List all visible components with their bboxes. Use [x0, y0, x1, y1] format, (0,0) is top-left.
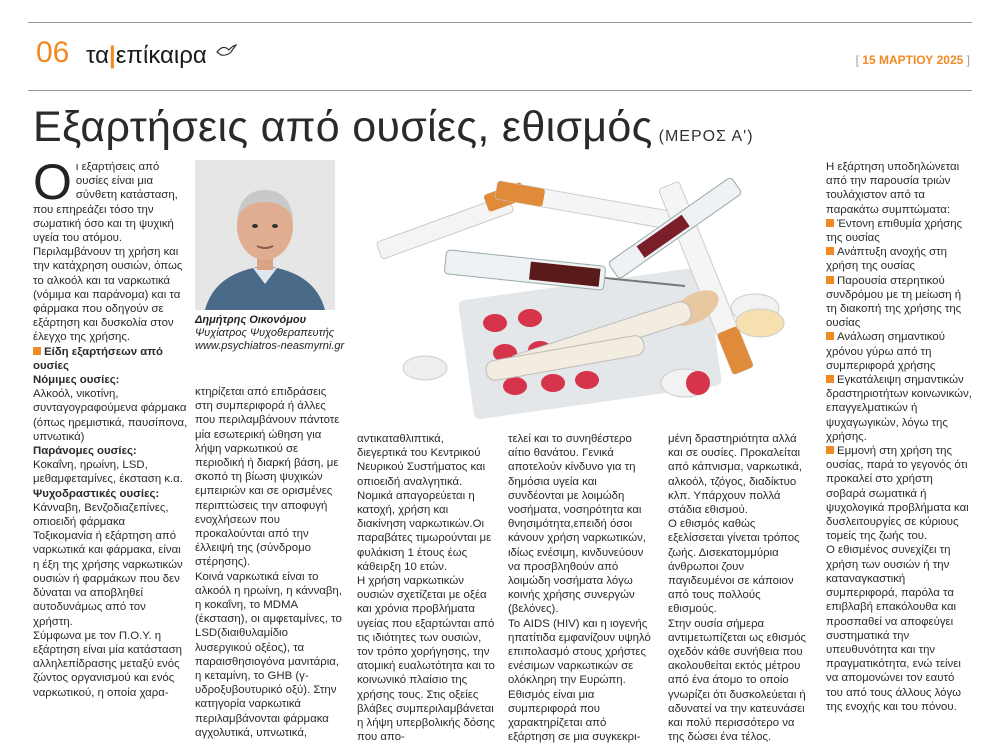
symptom-item: Ανάλωση σημαντικού χρόνου γύρω από τη συμπεριφορά χρήσης: [826, 331, 945, 372]
author-role: Ψυχίατρος Ψυχοθεραπευτής: [195, 327, 335, 339]
paragraph: αντικαταθλιπτικά, διεγερτικά του Κεντρικού Νευρικού Συστήματος και οπιοειδή αναλγητικά. Νομικά απαγορεύεται η κατοχή, χρήση και διακίνηση ναρκωτικών.Οι παραβάτες τιμωρούνται με φυλάκιση 1 έτους έως κάθειρξη 10 ετών. Η χρήση ναρκωτικών ουσιών σχετίζεται με οξέα και χρόνια προβλήματα υγείας που εξαρτώνται από τις ιδιότητες των ουσιών, τον τρόπο χορήγησης, την ατομική ευαλωτότητα και το κοινωνικό πλαίσιο της χρήσης τους. Στις οξείες βλάβες συμπεριλαμβάνεται η λήψη υπερβολικής δόσης που απο-: [357, 433, 495, 744]
dropcap: Ο: [33, 154, 72, 210]
column-3: [357, 432, 497, 744]
author-name: Δημήτρης Οικονόμου: [195, 314, 307, 326]
legal-label: Νόμιμες ουσίες:: [33, 374, 120, 387]
paragraph: Η εξάρτηση υποδηλώνεται από την παρουσία τριών τουλάχιστον από τα παρακάτω συμπτώματα:: [826, 161, 960, 216]
article-part: (ΜΕΡΟΣ Α'): [658, 128, 754, 145]
bullet-square: [826, 276, 834, 284]
paragraph: Τοξικομανία ή εξάρτηση από ναρκωτικά και φάρμακα, είναι η έξη της χρήσης ναρκωτικών ουσιών ή φαρμάκων που δεν δύναται να αποβληθεί αυτοδυνάμως από τον χρήστη.: [33, 530, 183, 628]
psycho-text: Κάνναβη, Βενζοδιαζεπίνες, οπιοειδή φάρμακα: [33, 501, 169, 529]
psycho-label: Ψυχοδραστικές ουσίες:: [33, 487, 160, 500]
paragraph: Σύμφωνα με τον Π.Ο.Υ. η εξάρτηση είναι μία κατάσταση αλληλεπίδρασης μεταξύ ενός ζώντος οργανισμού και ενός ναρκωτικού, η οποία χαρα-: [33, 629, 182, 699]
header-top-rule: [28, 22, 972, 23]
column-1: [33, 154, 188, 700]
paragraph: κτηρίζεται από επιδράσεις στη συμπεριφορά ή άλλες που περιλαμβάνουν πάντοτε μία εσωτερική ώθηση για λήψη ναρκωτικού σε περιοδική ή διαρκή βάση, με σκοπό τη βίωση ψυχικών εμπειριών και σε ορισμένες περιπτώσεις την αποφυγή ενοχλήσεων που προκαλούνται από την έλλειψή της (σύνδρομο στέρησης). Κοινά ναρκωτικά είναι το αλκοόλ η ηρωίνη, η κάνναβη, η κοκαΐνη, το MDMA (έκσταση), οι αμφεταμίνες, το LSD(διαιθυλαμίδιο λυσεργικού οξέος), τα παραισθησιογόνα μανιτάρια, η κεταμίνη, το GHB (γ-υδροξυβουτυρικό οξύ). Στην κατηγορία ναρκωτικά περιλαμβάνονται φάρμακα αγχολυτικά, υπνωτικά,: [195, 386, 342, 739]
paragraph: τελεί και το συνηθέστερο αίτιο θανάτου. Γενικά αποτελούν κίνδυνο για τη δημόσια υγεία και συνδέονται με λοιμώδη νοσήματα, νοσηρότητα και θνησιμότητα,επειδή όσοι κάνουν χρήση ναρκωτικών, ιδίως ενέσιμη, κινδυνεύουν να προσβληθούν από λοιμώδη νοσήματα λόγω κοινής χρήσης συνεργών (βελόνες). Το AIDS (HIV) και η ιογενής ηπατίτιδα εμφανίζουν υψηλό επιπολασμό στους χρήστες ενέσιμων ναρκωτικών σε ολόκληρη την Ευρώπη. Εθισμός είναι μια συμπεριφορά που χαρακτηρίζεται από εξάρτηση σε μια συγκεκρι-: [508, 433, 651, 744]
author-website: www.psychiatros-neasmyrni.gr: [195, 340, 345, 352]
symptom-item: Εμμονή στη χρήση της ουσίας, παρά το γεγονός ότι προκαλεί στο χρήστη σοβαρά σωματικά ή ψυχολογικά προβλήματα και δυσλειτουργίες σε κύριους τομείς της ζωής του.: [826, 445, 969, 543]
bullet-square: [826, 247, 834, 255]
column-2: [195, 385, 345, 740]
intro-text: ι εξαρτήσεις από ουσίες είναι μια σύνθετη κατάσταση, που επηρεάζει τόσο την σωματική όσο και τη ψυχική υγεία του ατόμου. Περιλαμβάνουν τη χρήση και την κατάχρηση ουσιών, όπως το αλκοόλ και τα ναρκωτικά (νόμιμα και παράνομα) και τα φάρμακα που οδηγούν σε εξάρτηση και δυσκολία στον έλεγχο της χρήσης.: [33, 161, 183, 344]
symptom-item: Παρουσία στερητικού συνδρόμου με τη μείωση ή τη διακοπή της χρήσης της ουσίας: [826, 274, 962, 330]
bird-logo-icon: [215, 42, 237, 58]
subheading: Είδη εξαρτήσεων από ουσίες: [33, 345, 163, 372]
bullet-square: [826, 446, 834, 454]
symptom-item: Εγκατάλειψη σημαντικών δραστηριοτήτων κοινωνικών, επαγγελματικών ή ψυχαγωγικών, λόγω της χρήσης.: [826, 374, 972, 443]
article-title: Εξαρτήσεις από ουσίες, εθισμός (ΜΕΡΟΣ Α'): [33, 103, 754, 151]
symptom-item: Έντονη επιθυμία χρήσης της ουσίας: [826, 217, 963, 245]
paragraph: Ο εθισμένος συνεχίζει τη χρήση των ουσιών ή την καταναγκαστική συμπεριφορά, παρόλα τα επιβλαβή επακόλουθα και προσπαθεί να αποφεύγει συστηματικά την υπευθυνότητα και την πραγματικότητα, ενώ τείνει να απομονώνει τον εαυτό του από τους άλλους λόγω της ενοχής και του πόνου.: [826, 544, 962, 713]
paragraph: μένη δραστηριότητα αλλά και σε ουσίες. Προκαλείται από κάπνισμα, ναρκωτικά, αλκοόλ, τζόγος, διαδίκτυο κλπ. Υπάρχουν πολλά στάδια εθισμού. Ο εθισμός καθώς εξελίσσεται γίνεται τρόπος ζωής. Δισεκατομμύρια άνθρωποι ζουν παγιδευμένοι σε κάποιον από τους πολλούς εθισμούς. Στην ουσία σήμερα αντιμετωπίζεται ως εθισμός οχεδόν κάθε συνήθεια που ακολουθείται εκτός μέτρου από ένα άτομο το οποίο γνωρίζει ότι δυσκολεύεται ή αδυνατεί να την κατευνάσει και πολύ περισσότερο να της δώσει ένα τέλος.: [668, 433, 807, 744]
author-caption: [195, 314, 344, 353]
bullet-square: [826, 219, 834, 227]
header-bottom-rule: [28, 90, 972, 91]
legal-text: Αλκοόλ, νικοτίνη, συνταγογραφούμενα φάρμακα (όπως ηρεμιστικά, παυσίπονα, υπνωτικά): [33, 388, 188, 443]
column-5: [668, 432, 810, 744]
bullet-square: [826, 332, 834, 340]
drugs-illustration: [355, 158, 815, 420]
symptom-item: Ανάπτυξη ανοχής στη χρήση της ουσίας: [826, 246, 948, 273]
illegal-text: Κοκαΐνη, ηρωίνη, LSD, μεθαμφεταμίνες, έκσταση κ.α.: [33, 459, 183, 486]
page-number: 06: [36, 36, 70, 69]
illegal-label: Παράνομες ουσίες:: [33, 445, 137, 458]
column-4: [508, 432, 654, 744]
author-photo: [195, 160, 335, 310]
bullet-square: [33, 347, 41, 355]
column-6: [826, 160, 972, 714]
bullet-square: [826, 375, 834, 383]
issue-date: [ 15 ΜΑΡΤΙΟΥ 2025 ]: [855, 53, 970, 67]
section-name: τα|επίκαιρα: [86, 42, 237, 70]
